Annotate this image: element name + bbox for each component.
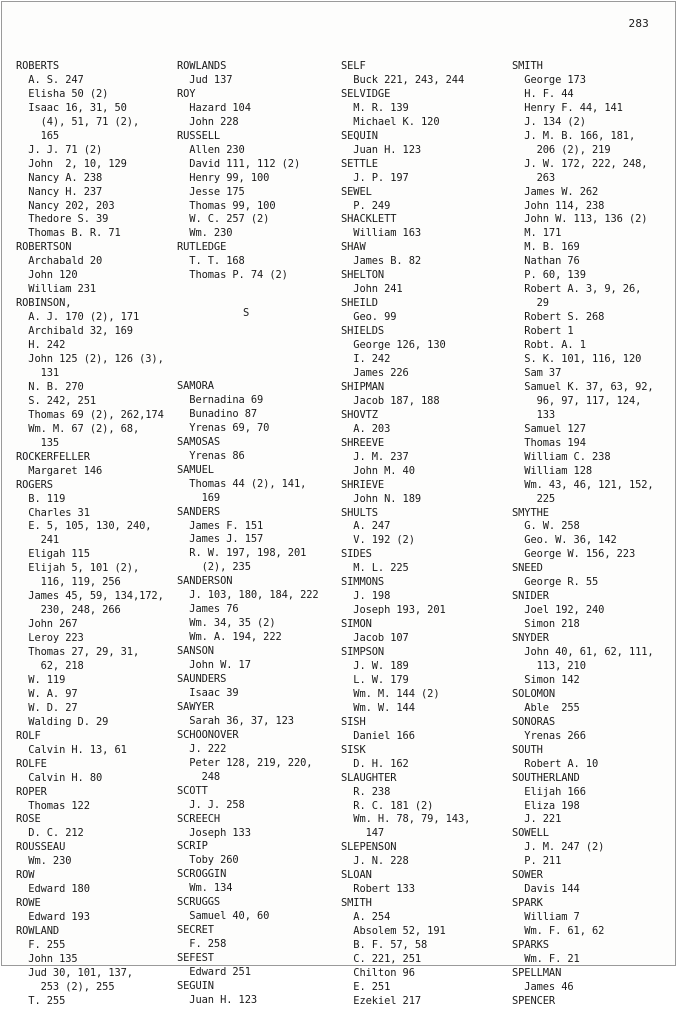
index-entry: William 128 — [512, 464, 593, 477]
index-column-1 — [16, 60, 164, 1009]
index-surname: SOWELL — [512, 827, 549, 840]
index-surname: SPARK — [512, 897, 543, 910]
index-entry: Nancy H. 237 — [16, 185, 103, 198]
index-entry: James B. 82 — [341, 255, 422, 268]
index-entry: Robert A. 10 — [512, 757, 599, 770]
index-surname: SAWYER — [177, 700, 214, 713]
index-entry: James 45, 59, 134,172, — [16, 590, 164, 603]
index-entry: J. P. 197 — [341, 171, 409, 184]
index-entry: I. 242 — [341, 353, 391, 366]
index-entry: Robert 1 — [512, 325, 574, 338]
index-entry: Wm. M. 144 (2) — [341, 687, 440, 700]
index-surname: SIMMONS — [341, 576, 385, 589]
index-surname: ROWE — [16, 897, 41, 910]
index-entry: Jacob 107 — [341, 632, 409, 645]
index-entry: Margaret 146 — [16, 464, 103, 477]
index-surname: SEWEL — [341, 185, 372, 198]
index-entry: H. F. 44 — [512, 87, 574, 100]
index-surname: ROBERTSON — [16, 241, 72, 254]
index-entry: J. 222 — [177, 742, 227, 755]
index-entry: W. 119 — [16, 673, 66, 686]
index-entry: J. J. 71 (2) — [16, 143, 103, 156]
index-column-4 — [512, 60, 654, 1009]
index-entry: Joel 192, 240 — [512, 604, 605, 617]
index-entry: James W. 262 — [512, 185, 599, 198]
index-entry: Davis 144 — [512, 883, 580, 896]
index-entry: M. B. 169 — [512, 241, 580, 254]
index-surname: SCHOONOVER — [177, 728, 239, 741]
index-entry: J. W. 189 — [341, 659, 409, 672]
index-entry: Elijah 166 — [512, 785, 586, 798]
index-entry: 263 — [512, 171, 556, 184]
index-entry: 241 — [16, 534, 60, 547]
index-surname: SISH — [341, 715, 366, 728]
index-surname: SNIDER — [512, 590, 549, 603]
index-entry: Juan H. 123 — [177, 993, 258, 1006]
index-surname: SHIPMAN — [341, 380, 385, 393]
index-entry: Peter 128, 219, 220, — [177, 756, 313, 769]
index-entry: Buck 221, 243, 244 — [341, 73, 465, 86]
index-entry: John 135 — [16, 953, 78, 965]
index-entry: Ezekiel 217 — [341, 994, 422, 1007]
index-surname: SELF — [341, 60, 366, 72]
index-surname: SONORAS — [512, 715, 556, 728]
index-entry: Jud 30, 101, 137, — [16, 966, 133, 979]
index-entry: Geo. 99 — [341, 311, 397, 324]
index-surname: SECRET — [177, 924, 214, 937]
index-entry: Isaac 39 — [177, 686, 239, 699]
index-entry: Nathan 76 — [512, 255, 580, 268]
index-entry: 116, 119, 256 — [16, 576, 121, 589]
index-surname: ROY — [177, 87, 196, 100]
index-surname: SNYDER — [512, 632, 549, 645]
index-surname: SCROGGIN — [177, 868, 227, 881]
index-entry: John 40, 61, 62, 111, — [512, 646, 654, 659]
index-entry: Eliza 198 — [512, 799, 580, 812]
index-entry: Simon 218 — [512, 618, 580, 631]
index-column-3 — [341, 60, 470, 1009]
index-entry: Wm. H. 78, 79, 143, — [341, 813, 471, 826]
index-entry: M. 171 — [512, 227, 562, 240]
index-entry: Thomas 99, 100 — [177, 199, 276, 212]
index-entry: L. W. 179 — [341, 673, 409, 686]
index-entry: 248 — [177, 770, 221, 783]
index-entry: James 226 — [341, 366, 409, 379]
index-entry: Wm. A. 194, 222 — [177, 631, 282, 644]
index-surname: SANDERSON — [177, 575, 233, 588]
index-entry: Archabald 20 — [16, 255, 103, 268]
index-entry: P. 249 — [341, 199, 391, 212]
index-surname: ROWLAND — [16, 925, 60, 938]
index-entry: A. 203 — [341, 422, 391, 435]
index-entry: Daniel 166 — [341, 729, 415, 742]
index-surname: SOUTHERLAND — [512, 771, 580, 784]
index-entry: Wm. 134 — [177, 882, 233, 895]
index-entry: T. 255 — [16, 994, 66, 1007]
index-entry: Sam 37 — [512, 366, 562, 379]
index-entry: Samuel K. 37, 63, 92, — [512, 380, 654, 393]
index-entry: J. J. 258 — [177, 798, 245, 811]
index-entry: John 2, 10, 129 — [16, 157, 127, 170]
index-entry: John N. 189 — [341, 492, 422, 505]
index-entry: J. 134 (2) — [512, 115, 586, 128]
index-surname: SEQUIN — [341, 129, 378, 142]
index-surname: SHREEVE — [341, 436, 385, 449]
index-entry: Bunadino 87 — [177, 407, 258, 420]
index-entry: Joseph 133 — [177, 826, 251, 839]
index-entry: David 111, 112 (2) — [177, 157, 301, 170]
index-surname: SLAUGHTER — [341, 771, 397, 784]
index-entry: Jesse 175 — [177, 185, 245, 198]
index-entry: 131 — [16, 366, 60, 379]
index-entry: Wm. 34, 35 (2) — [177, 617, 276, 630]
index-entry: F. 255 — [16, 939, 66, 952]
index-entry: 29 — [512, 297, 549, 310]
index-entry: E. 251 — [341, 980, 391, 993]
index-surname: SMITH — [512, 60, 543, 72]
index-entry: 96, 97, 117, 124, — [512, 394, 642, 407]
index-surname: ROSE — [16, 813, 41, 826]
index-entry: Leroy 223 — [16, 632, 84, 645]
index-surname: SAMORA — [177, 380, 214, 392]
index-entry: N. B. 270 — [16, 380, 84, 393]
index-entry: Jud 137 — [177, 73, 233, 86]
index-entry: Nancy A. 238 — [16, 171, 103, 184]
index-surname: SLEPENSON — [341, 841, 397, 854]
index-entry: Thomas P. 74 (2) — [177, 269, 288, 282]
index-surname: SHEILD — [341, 297, 378, 310]
index-surname: ROBERTS — [16, 60, 60, 72]
index-surname: SPENCER — [512, 994, 556, 1007]
index-entry: Thomas 27, 29, 31, — [16, 646, 140, 659]
index-entry: James F. 151 — [177, 519, 264, 532]
index-surname: SCOTT — [177, 784, 208, 797]
index-entry: Elisha 50 (2) — [16, 87, 109, 100]
index-entry: Simon 142 — [512, 673, 580, 686]
index-entry: William C. 238 — [512, 450, 611, 463]
index-entry: 169 — [177, 491, 221, 504]
index-entry: John 120 — [16, 269, 78, 282]
index-surname: SANDERS — [177, 505, 221, 518]
index-entry: John 228 — [177, 115, 239, 128]
index-entry: Sarah 36, 37, 123 — [177, 714, 294, 727]
index-entry: W. D. 27 — [16, 701, 78, 714]
index-surname: SELVIDGE — [341, 87, 391, 100]
index-surname: SAMUEL — [177, 463, 214, 476]
index-surname: SCRIP — [177, 840, 208, 853]
index-entry: Juan H. 123 — [341, 143, 422, 156]
index-surname: SETTLE — [341, 157, 378, 170]
index-entry: 253 (2), 255 — [16, 980, 115, 993]
index-surname: SOLOMON — [512, 687, 556, 700]
index-entry: 165 — [16, 129, 60, 142]
index-entry: B. 119 — [16, 492, 66, 505]
index-entry: Thomas 122 — [16, 799, 90, 812]
index-entry: Samuel 127 — [512, 422, 586, 435]
index-surname: SMYTHE — [512, 506, 549, 519]
index-surname: SHRIEVE — [341, 478, 385, 491]
index-entry: J. M. 247 (2) — [512, 841, 605, 854]
index-entry: John 267 — [16, 618, 78, 631]
page-number: 283 — [628, 17, 649, 30]
index-entry: T. T. 168 — [177, 255, 245, 268]
index-entry: George 126, 130 — [341, 339, 446, 352]
index-entry: R. 238 — [341, 785, 391, 798]
index-entry: Wm. 230 — [16, 855, 72, 868]
index-surname: ROBINSON, — [16, 297, 72, 310]
index-surname: SANSON — [177, 645, 214, 658]
index-surname: SPARKS — [512, 939, 549, 952]
index-entry: George 173 — [512, 73, 586, 86]
index-entry: P. 60, 139 — [512, 269, 586, 282]
index-surname: SHACKLETT — [341, 213, 397, 226]
index-surname: ROLF — [16, 729, 41, 742]
index-entry: Isaac 16, 31, 50 — [16, 101, 127, 114]
index-surname: SEFEST — [177, 952, 214, 965]
index-surname: ROW — [16, 869, 35, 882]
index-entry: 135 — [16, 436, 60, 449]
index-entry: Wm. W. 144 — [341, 701, 415, 714]
index-column-2-lower — [177, 380, 319, 1008]
index-surname: SMITH — [341, 897, 372, 910]
index-surname: SPELLMAN — [512, 966, 562, 979]
index-entry: F. 258 — [177, 938, 227, 951]
index-entry: W. C. 257 (2) — [177, 213, 270, 226]
index-entry: Yrenas 266 — [512, 729, 586, 742]
index-entry: Henry F. 44, 141 — [512, 101, 623, 114]
index-surname: SHELTON — [341, 269, 385, 282]
index-entry: 147 — [341, 827, 385, 840]
index-entry: A. S. 247 — [16, 73, 84, 86]
index-entry: Yrenas 69, 70 — [177, 421, 270, 434]
index-entry: 206 (2), 219 — [512, 143, 611, 156]
index-entry: Geo. W. 36, 142 — [512, 534, 617, 547]
index-entry: Robt. A. 1 — [512, 339, 586, 352]
index-entry: Thomas 194 — [512, 436, 586, 449]
index-entry: Elijah 5, 101 (2), — [16, 562, 140, 575]
index-entry: Thomas 69 (2), 262,174 — [16, 408, 164, 421]
index-entry: 230, 248, 266 — [16, 604, 121, 617]
index-entry: Robert 133 — [341, 883, 415, 896]
index-surname: SOUTH — [512, 743, 543, 756]
index-surname: ROPER — [16, 785, 47, 798]
index-entry: J. M. 237 — [341, 450, 409, 463]
index-entry: A. J. 170 (2), 171 — [16, 311, 140, 324]
index-entry: D. C. 212 — [16, 827, 84, 840]
index-surname: ROUSSEAU — [16, 841, 66, 854]
index-surname: SHULTS — [341, 506, 378, 519]
index-entry: Henry 99, 100 — [177, 171, 270, 184]
index-surname: SIDES — [341, 548, 372, 561]
index-surname: ROWLANDS — [177, 60, 227, 72]
index-entry: 133 — [512, 408, 556, 421]
index-entry: D. H. 162 — [341, 757, 409, 770]
index-entry: V. 192 (2) — [341, 534, 415, 547]
index-entry: John M. 40 — [341, 464, 415, 477]
index-surname: SLOAN — [341, 869, 372, 882]
index-entry: Thomas 44 (2), 141, — [177, 477, 307, 490]
index-entry: Edward 251 — [177, 966, 251, 979]
index-surname: ROLFE — [16, 757, 47, 770]
index-entry: J. N. 228 — [341, 855, 409, 868]
index-entry: M. R. 139 — [341, 101, 409, 114]
index-surname: SIMPSON — [341, 646, 385, 659]
index-surname: SHOVTZ — [341, 408, 378, 421]
index-entry: G. W. 258 — [512, 520, 580, 533]
index-surname: SAUNDERS — [177, 673, 227, 686]
index-entry: R. C. 181 (2) — [341, 799, 434, 812]
index-entry: H. 242 — [16, 339, 66, 352]
index-surname: SHIELDS — [341, 325, 385, 338]
index-entry: Wm. 230 — [177, 227, 233, 240]
index-entry: Calvin H. 13, 61 — [16, 743, 127, 756]
index-surname: SAMOSAS — [177, 435, 221, 448]
index-entry: Archibald 32, 169 — [16, 325, 133, 338]
index-entry: Thedore S. 39 — [16, 213, 109, 226]
index-surname: SCRUGGS — [177, 896, 221, 909]
index-surname: ROGERS — [16, 478, 53, 491]
index-entry: Wm. M. 67 (2), 68, — [16, 422, 140, 435]
index-entry: S. 242, 251 — [16, 394, 97, 407]
index-entry: 225 — [512, 492, 556, 505]
index-surname: SHAW — [341, 241, 366, 254]
index-entry: Absolem 52, 191 — [341, 925, 446, 938]
index-entry: Allen 230 — [177, 143, 245, 156]
index-entry: A. 254 — [341, 911, 391, 924]
index-entry: James 46 — [512, 980, 574, 993]
index-entry: Chilton 96 — [341, 966, 415, 979]
index-entry: Calvin H. 80 — [16, 771, 103, 784]
index-entry: John 114, 238 — [512, 199, 605, 212]
index-entry: J. 198 — [341, 590, 391, 603]
index-entry: W. A. 97 — [16, 687, 78, 700]
index-column-2 — [177, 60, 300, 283]
index-surname: ROCKERFELLER — [16, 450, 90, 463]
index-entry: Eligah 115 — [16, 548, 90, 561]
index-entry: Charles 31 — [16, 506, 90, 519]
index-surname: SCREECH — [177, 812, 221, 825]
index-entry: Samuel 40, 60 — [177, 910, 270, 923]
index-entry: Jacob 187, 188 — [341, 394, 440, 407]
index-entry: William 7 — [512, 911, 580, 924]
index-entry: (2), 235 — [177, 561, 251, 574]
index-page — [1, 1, 676, 1007]
index-surname: RUTLEDGE — [177, 241, 227, 254]
index-entry: Edward 193 — [16, 911, 90, 924]
index-entry: Robert S. 268 — [512, 311, 605, 324]
index-surname: SNEED — [512, 562, 543, 575]
index-entry: William 231 — [16, 283, 97, 296]
stray-mark: S — [243, 307, 250, 319]
index-entry: Nancy 202, 203 — [16, 199, 115, 212]
index-entry: Bernadina 69 — [177, 393, 264, 406]
index-entry: P. 211 — [512, 855, 562, 868]
index-entry: J. 103, 180, 184, 222 — [177, 589, 319, 602]
index-entry: Wm. F. 61, 62 — [512, 925, 605, 938]
index-entry: John 125 (2), 126 (3), — [16, 353, 164, 366]
index-entry: George R. 55 — [512, 576, 599, 589]
index-entry: A. 247 — [341, 520, 391, 533]
index-entry: 62, 218 — [16, 659, 84, 672]
index-entry: Hazard 104 — [177, 101, 251, 114]
index-entry: S. K. 101, 116, 120 — [512, 353, 642, 366]
index-entry: Wm. F. 21 — [512, 953, 580, 965]
index-surname: SIMON — [341, 618, 372, 631]
index-entry: George W. 156, 223 — [512, 548, 636, 561]
index-entry: John W. 113, 136 (2) — [512, 213, 648, 226]
index-entry: Michael K. 120 — [341, 115, 440, 128]
index-surname: SOWER — [512, 869, 543, 882]
index-entry: John W. 17 — [177, 659, 251, 672]
index-entry: James J. 157 — [177, 533, 264, 546]
index-entry: Toby 260 — [177, 854, 239, 867]
index-entry: Able 255 — [512, 701, 580, 714]
index-entry: E. 5, 105, 130, 240, — [16, 520, 152, 533]
index-entry: M. L. 225 — [341, 562, 409, 575]
index-entry: J. 221 — [512, 813, 562, 826]
index-surname: SISK — [341, 743, 366, 756]
index-entry: Edward 180 — [16, 883, 90, 896]
index-entry: 113, 210 — [512, 659, 586, 672]
index-entry: John 241 — [341, 283, 403, 296]
index-surname: SEGUIN — [177, 979, 214, 992]
index-entry: R. W. 197, 198, 201 — [177, 547, 307, 560]
index-entry: William 163 — [341, 227, 422, 240]
index-entry: Joseph 193, 201 — [341, 604, 446, 617]
index-columns — [16, 60, 671, 1007]
index-surname: RUSSELL — [177, 129, 221, 142]
index-entry: Thomas B. R. 71 — [16, 227, 121, 240]
index-entry: Walding D. 29 — [16, 715, 109, 728]
index-entry: Wm. 43, 46, 121, 152, — [512, 478, 654, 491]
index-entry: J. M. B. 166, 181, — [512, 129, 636, 142]
index-entry: B. F. 57, 58 — [341, 939, 428, 952]
index-entry: James 76 — [177, 603, 239, 616]
index-entry: Robert A. 3, 9, 26, — [512, 283, 642, 296]
index-entry: C. 221, 251 — [341, 953, 422, 965]
index-entry: Yrenas 86 — [177, 449, 245, 462]
index-entry: J. W. 172, 222, 248, — [512, 157, 648, 170]
index-entry: (4), 51, 71 (2), — [16, 115, 140, 128]
